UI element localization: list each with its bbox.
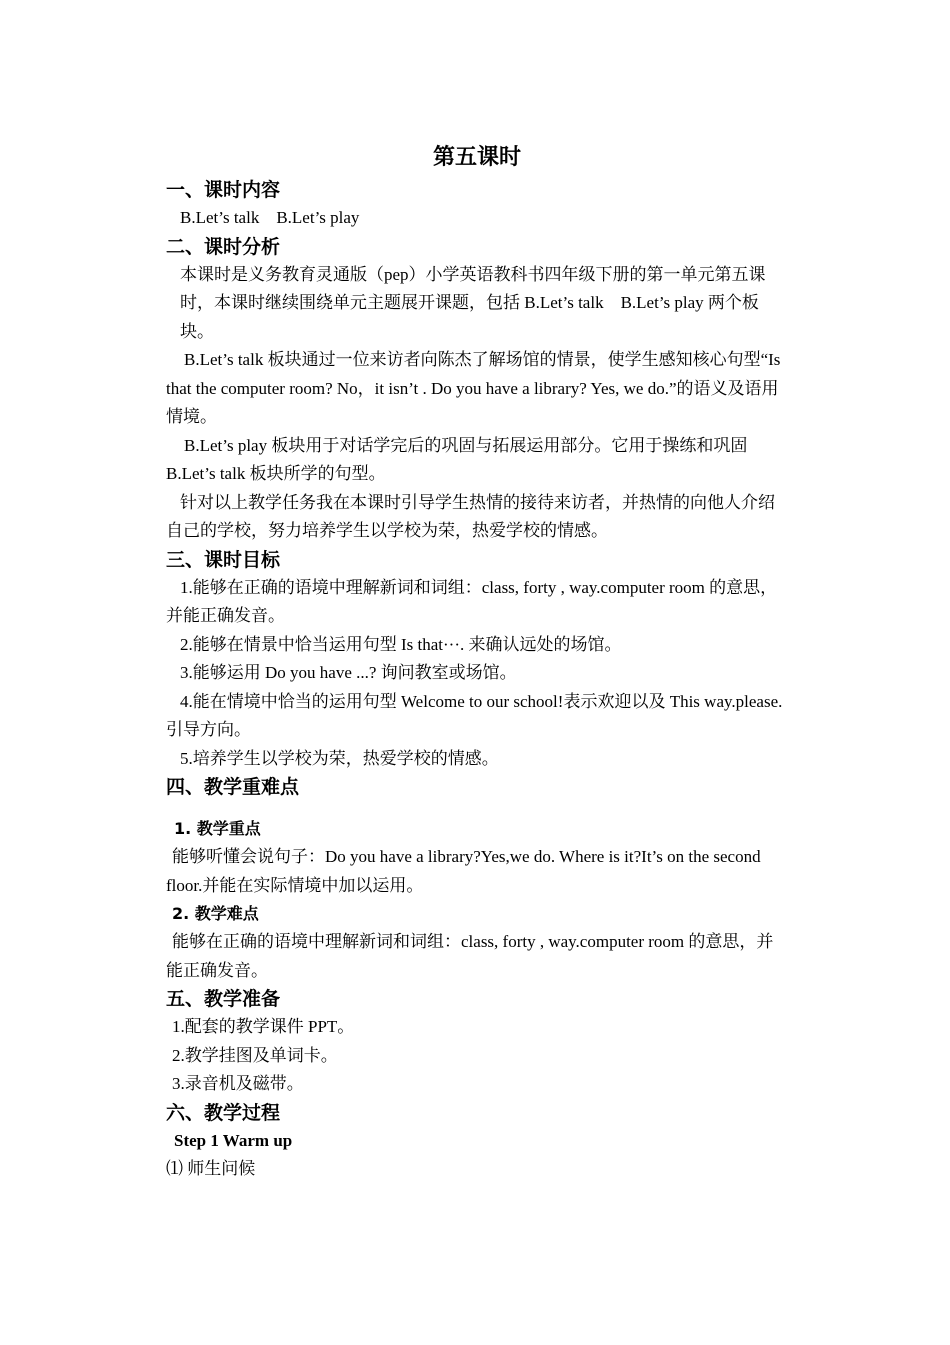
analysis-paragraph-2: B.Let’s talk 板块通过一位来访者向陈杰了解场馆的情景，使学生感知核心句型“Is that the computer room? No，it isn’t . Do you have a library? Yes, we do.”的语义及语用情境。	[166, 350, 781, 426]
section-heading-content: 一、课时内容	[166, 179, 281, 201]
section-heading-analysis: 二、课时分析	[166, 235, 281, 258]
objective-item-2: 2.能够在情景中恰当运用句型 Is that···. 来确认远处的场馆。	[180, 634, 622, 654]
section-heading-keypoints: 四、教学重难点	[166, 776, 300, 798]
section-heading-process: 六、教学过程	[166, 1101, 281, 1124]
preparation-item-1: 1.配套的教学课件 PPT。	[172, 1017, 355, 1036]
difficulty-subheading: 2. 教学难点	[172, 904, 259, 923]
objective-item-4: 4.能在情境中恰当的运用句型 Welcome to our school!表示欢迎以及 This way.please.引导方向。	[166, 691, 783, 739]
preparation-item-2: 2.教学挂图及单词卡。	[172, 1045, 338, 1065]
keypoint-text: 能够听懂会说句子：Do you have a library?Yes,we do. Where is it?It’s on the second floor.并能在实际情境中加以运用。	[166, 847, 761, 895]
objective-item-3: 3.能够运用 Do you have ...? 询问教室或场馆。	[180, 663, 517, 682]
analysis-paragraph-3: B.Let’s play 板块用于对话学完后的巩固与拓展运用部分。它用于操练和巩固 B.Let’s talk 板块所学的句型。	[166, 435, 748, 483]
analysis-paragraph-4: 针对以上教学任务我在本课时引导学生热情的接待来访者，并热情的向他人介绍自己的学校，努力培养学生以学校为荣，热爱学校的情感。	[166, 492, 775, 540]
document-page	[166, 140, 788, 1184]
step-heading: Step 1 Warm up	[174, 1130, 293, 1150]
process-item: ⑴ 师生问候	[166, 1159, 256, 1178]
difficulty-text: 能够在正确的语境中理解新词和词组：class, forty , way.computer room 的意思，并能正确发音。	[166, 932, 774, 980]
spacer	[166, 801, 788, 815]
page-title: 第五课时	[432, 145, 521, 170]
preparation-item-3: 3.录音机及磁带。	[172, 1074, 304, 1093]
section-heading-preparation: 五、教学准备	[166, 988, 281, 1010]
section-heading-objectives: 三、课时目标	[166, 548, 281, 571]
content-line: B.Let’s talk B.Let’s play	[180, 208, 360, 227]
analysis-paragraph-1: 本课时是义务教育灵通版（pep）小学英语教科书四年级下册的第一单元第五课时，本课时继续围绕单元主题展开课题，包括 B.Let’s talk B.Let’s play 两个板块。	[180, 264, 766, 341]
objective-item-5: 5.培养学生以学校为荣，热爱学校的情感。	[180, 748, 499, 768]
objective-item-1: 1.能够在正确的语境中理解新词和词组：class, forty , way.computer room 的意思，并能正确发音。	[166, 577, 778, 625]
keypoint-subheading: 1. 教学重点	[174, 819, 261, 838]
